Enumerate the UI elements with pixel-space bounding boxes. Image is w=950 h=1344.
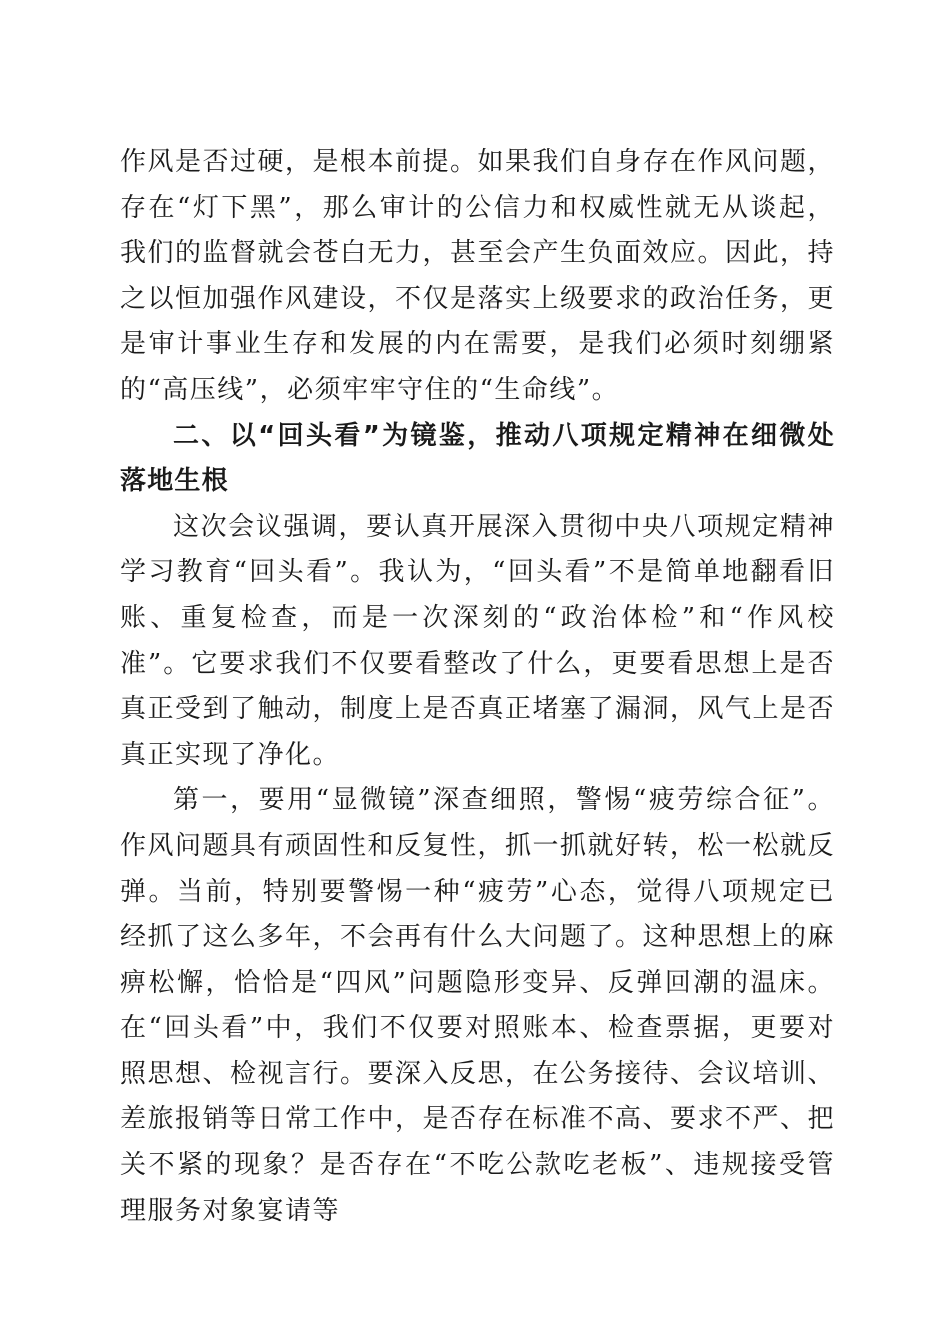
paragraph-first-point-microscope: 第一，要用“显微镜”深查细照，警惕“疲劳综合征”。作风问题具有顽固性和反复性，抓一抓就好转，松一松就反弹。当前，特别要警惕一种“疲劳”心态，觉得八项规定已经抓了这么多年，不会再有什么大问题了。这种思想上的麻痹松懈，恰恰是“四风”问题隐形变异、反弹回潮的温床。在“回头看”中，我们不仅要对照账本、检查票据，更要对照思想、检视言行。要深入反思，在公务接待、会议培训、差旅报销等日常工作中，是否存在标准不高、要求不严、把关不紧的现象？是否存在“不吃公款吃老板”、违规接受管理服务对象宴请等 bbox=[120, 785, 836, 1226]
paragraph-look-back-review: 这次会议强调，要认真开展深入贯彻中央八项规定精神学习教育“回头看”。我认为，“回头看”不是简单地翻看旧账、重复检查，而是一次深刻的“政治体检”和“作风校准”。它要求我们不仅要看整改了什么，更要看思想上是否真正受到了触动，制度上是否真正堵塞了漏洞，风气上是否真正实现了净化。 bbox=[120, 511, 836, 770]
document-body bbox=[120, 140, 835, 1234]
paragraph-work-style-foundation: 作风是否过硬，是根本前提。如果我们自身存在作风问题，存在“灯下黑”，那么审计的公信力和权威性就无从谈起，我们的监督就会苍白无力，甚至会产生负面效应。因此，持之以恒加强作风建设，不仅是落实上级要求的政治任务，更是审计事业生存和发展的内在需要，是我们必须时刻绷紧的“高压线”，必须牢牢守住的“生命线”。 bbox=[120, 147, 836, 405]
section-heading-two: 二、以“回头看”为镜鉴，推动八项规定精神在细微处落地生根 bbox=[120, 420, 835, 497]
